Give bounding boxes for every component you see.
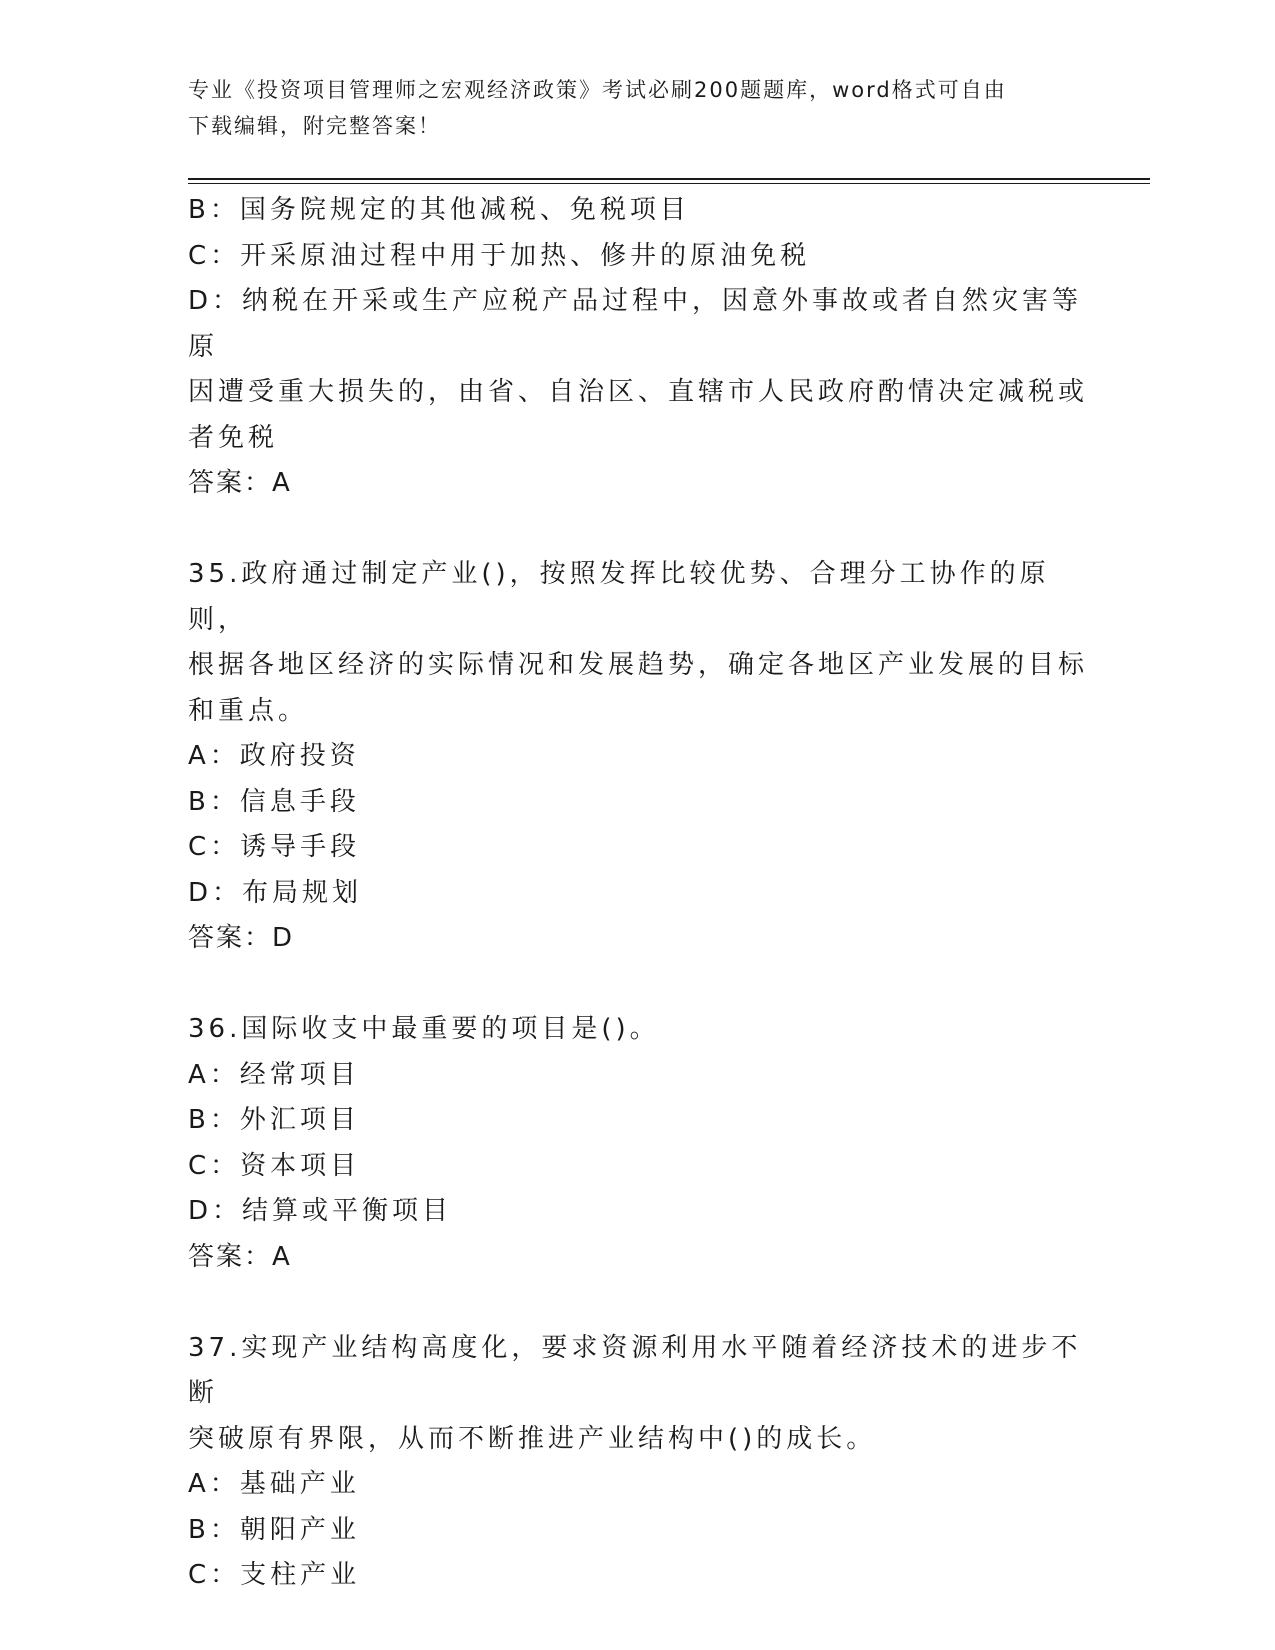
document-header	[188, 72, 1068, 144]
question-stem-line-2: 突破原有界限，从而不断推进产业结构中()的成长。	[188, 1423, 877, 1454]
question-stem-line-3: 和重点。	[188, 695, 309, 726]
option-b: B：国务院规定的其他减税、免税项目	[188, 195, 690, 225]
answer: 答案：D	[188, 923, 295, 953]
question-stem-line-1: 36.国际收支中最重要的项目是()。	[188, 1014, 660, 1044]
header-divider-thin	[188, 183, 1150, 184]
spacer	[188, 1280, 1088, 1326]
option-d-line-3: 者免税	[188, 422, 279, 453]
question-37	[188, 1326, 1088, 1599]
question-stem-line-2: 根据各地区经济的实际情况和发展趋势，确定各地区产业发展的目标	[188, 650, 1089, 680]
option-a: A：政府投资	[188, 741, 360, 771]
question-35	[188, 552, 1088, 962]
option-b: B：信息手段	[188, 786, 360, 817]
header-title-line-1: 专业《投资项目管理师之宏观经济政策》考试必刷200题题库，word格式可自由	[188, 78, 1007, 102]
header-divider-thick	[188, 178, 1150, 180]
option-b: B：朝阳产业	[188, 1514, 360, 1545]
option-d: D：布局规划	[188, 877, 363, 908]
answer: 答案：A	[188, 1241, 292, 1272]
option-a: A：经常项目	[188, 1059, 360, 1090]
spacer	[188, 962, 1088, 1008]
option-c: C：支柱产业	[188, 1560, 361, 1590]
option-d-line-2: 因遭受重大损失的，由省、自治区、直辖市人民政府酌情决定减税或	[188, 377, 1089, 407]
question-content	[188, 188, 1088, 1599]
question-34-continued	[188, 188, 1088, 507]
question-36	[188, 1007, 1088, 1280]
question-stem-line-1: 35.政府通过制定产业()，按照发挥比较优势、合理分工协作的原则，	[188, 559, 1050, 635]
header-title-line-2: 下载编辑，附完整答案！	[188, 114, 441, 138]
question-stem-line-1: 37.实现产业结构高度化，要求资源利用水平随着经济技术的进步不断	[188, 1332, 1082, 1408]
option-c: C：资本项目	[188, 1150, 361, 1181]
option-d-line-1: D：纳税在开采或生产应税产品过程中，因意外事故或者自然灾害等原	[188, 286, 1083, 362]
option-c: C：开采原油过程中用于加热、修井的原油免税	[188, 240, 811, 271]
option-c: C：诱导手段	[188, 832, 361, 862]
option-a: A：基础产业	[188, 1469, 360, 1499]
option-b: B：外汇项目	[188, 1105, 360, 1135]
spacer	[188, 507, 1088, 553]
answer: 答案：A	[188, 468, 292, 498]
option-d: D：结算或平衡项目	[188, 1196, 453, 1226]
